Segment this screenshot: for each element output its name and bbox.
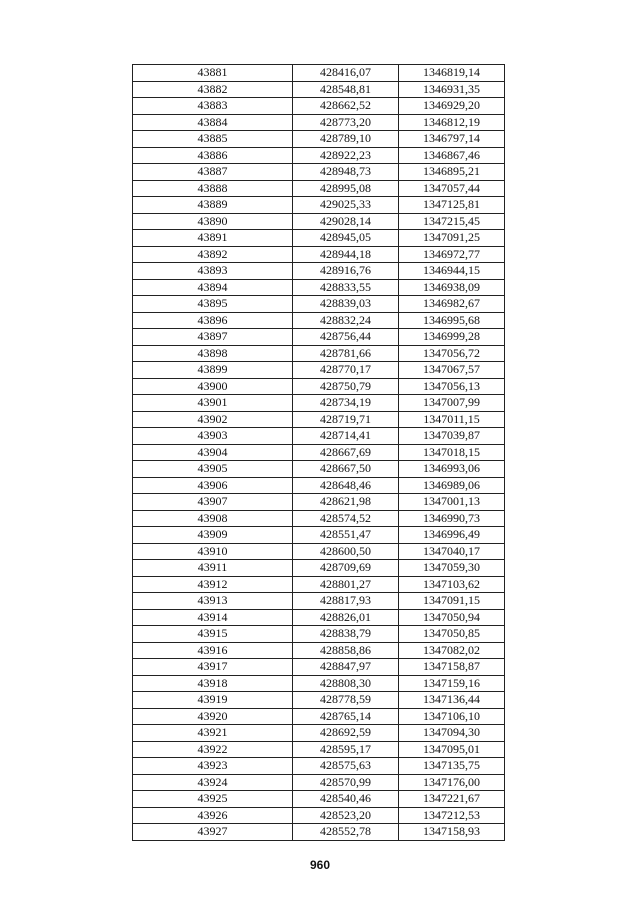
x-coordinate-cell: 428922,23 <box>293 147 399 164</box>
table-row <box>133 527 505 544</box>
point-number-cell: 43905 <box>133 461 293 478</box>
table-row <box>133 345 505 362</box>
point-number-cell: 43894 <box>133 279 293 296</box>
table-row <box>133 626 505 643</box>
table-row <box>133 692 505 709</box>
y-coordinate-cell: 1346982,67 <box>399 296 505 313</box>
point-number-cell: 43887 <box>133 164 293 181</box>
point-number-cell: 43919 <box>133 692 293 709</box>
point-number-cell: 43901 <box>133 395 293 412</box>
x-coordinate-cell: 428548,81 <box>293 81 399 98</box>
x-coordinate-cell: 428789,10 <box>293 131 399 148</box>
y-coordinate-cell: 1346931,35 <box>399 81 505 98</box>
table-row <box>133 263 505 280</box>
x-coordinate-cell: 428773,20 <box>293 114 399 131</box>
point-number-cell: 43886 <box>133 147 293 164</box>
x-coordinate-cell: 429025,33 <box>293 197 399 214</box>
y-coordinate-cell: 1347082,02 <box>399 642 505 659</box>
x-coordinate-cell: 428692,59 <box>293 725 399 742</box>
y-coordinate-cell: 1347221,67 <box>399 791 505 808</box>
point-number-cell: 43907 <box>133 494 293 511</box>
table-row <box>133 758 505 775</box>
x-coordinate-cell: 428778,59 <box>293 692 399 709</box>
point-number-cell: 43899 <box>133 362 293 379</box>
point-number-cell: 43922 <box>133 741 293 758</box>
y-coordinate-cell: 1346990,73 <box>399 510 505 527</box>
x-coordinate-cell: 428847,97 <box>293 659 399 676</box>
table-row <box>133 230 505 247</box>
table-row <box>133 444 505 461</box>
x-coordinate-cell: 428523,20 <box>293 807 399 824</box>
y-coordinate-cell: 1347176,00 <box>399 774 505 791</box>
x-coordinate-cell: 428621,98 <box>293 494 399 511</box>
table-row <box>133 576 505 593</box>
x-coordinate-cell: 428839,03 <box>293 296 399 313</box>
x-coordinate-cell: 428833,55 <box>293 279 399 296</box>
y-coordinate-cell: 1347007,99 <box>399 395 505 412</box>
table-row <box>133 824 505 841</box>
x-coordinate-cell: 428551,47 <box>293 527 399 544</box>
table-row <box>133 180 505 197</box>
y-coordinate-cell: 1347056,72 <box>399 345 505 362</box>
table-row <box>133 725 505 742</box>
x-coordinate-cell: 428948,73 <box>293 164 399 181</box>
y-coordinate-cell: 1347095,01 <box>399 741 505 758</box>
x-coordinate-cell: 428416,07 <box>293 65 399 82</box>
y-coordinate-cell: 1347158,87 <box>399 659 505 676</box>
y-coordinate-cell: 1346999,28 <box>399 329 505 346</box>
point-number-cell: 43918 <box>133 675 293 692</box>
point-number-cell: 43888 <box>133 180 293 197</box>
x-coordinate-cell: 428801,27 <box>293 576 399 593</box>
y-coordinate-cell: 1347106,10 <box>399 708 505 725</box>
y-coordinate-cell: 1347050,94 <box>399 609 505 626</box>
y-coordinate-cell: 1346996,49 <box>399 527 505 544</box>
x-coordinate-cell: 428667,50 <box>293 461 399 478</box>
y-coordinate-cell: 1347094,30 <box>399 725 505 742</box>
table-row <box>133 98 505 115</box>
point-number-cell: 43889 <box>133 197 293 214</box>
point-number-cell: 43897 <box>133 329 293 346</box>
y-coordinate-cell: 1347103,62 <box>399 576 505 593</box>
table-row <box>133 164 505 181</box>
point-number-cell: 43913 <box>133 593 293 610</box>
y-coordinate-cell: 1347067,57 <box>399 362 505 379</box>
table-row <box>133 197 505 214</box>
point-number-cell: 43890 <box>133 213 293 230</box>
table-row <box>133 296 505 313</box>
table-row <box>133 675 505 692</box>
y-coordinate-cell: 1347091,25 <box>399 230 505 247</box>
table-row <box>133 774 505 791</box>
point-number-cell: 43916 <box>133 642 293 659</box>
x-coordinate-cell: 428540,46 <box>293 791 399 808</box>
point-number-cell: 43902 <box>133 411 293 428</box>
page-number: 960 <box>309 858 331 872</box>
x-coordinate-cell: 428574,52 <box>293 510 399 527</box>
y-coordinate-cell: 1346867,46 <box>399 147 505 164</box>
table-row <box>133 477 505 494</box>
point-number-cell: 43910 <box>133 543 293 560</box>
table-row <box>133 593 505 610</box>
x-coordinate-cell: 428662,52 <box>293 98 399 115</box>
table-row <box>133 378 505 395</box>
point-number-cell: 43884 <box>133 114 293 131</box>
x-coordinate-cell: 428714,41 <box>293 428 399 445</box>
point-number-cell: 43906 <box>133 477 293 494</box>
y-coordinate-cell: 1346972,77 <box>399 246 505 263</box>
point-number-cell: 43923 <box>133 758 293 775</box>
x-coordinate-cell: 428648,46 <box>293 477 399 494</box>
table-row <box>133 494 505 511</box>
y-coordinate-cell: 1346812,19 <box>399 114 505 131</box>
table-row <box>133 312 505 329</box>
coordinates-table <box>132 64 505 841</box>
table-row <box>133 411 505 428</box>
x-coordinate-cell: 428944,18 <box>293 246 399 263</box>
point-number-cell: 43920 <box>133 708 293 725</box>
point-number-cell: 43924 <box>133 774 293 791</box>
point-number-cell: 43914 <box>133 609 293 626</box>
x-coordinate-cell: 428808,30 <box>293 675 399 692</box>
coordinates-table-body <box>133 65 505 841</box>
x-coordinate-cell: 428916,76 <box>293 263 399 280</box>
point-number-cell: 43908 <box>133 510 293 527</box>
table-row <box>133 708 505 725</box>
y-coordinate-cell: 1347125,81 <box>399 197 505 214</box>
y-coordinate-cell: 1346797,14 <box>399 131 505 148</box>
point-number-cell: 43900 <box>133 378 293 395</box>
point-number-cell: 43911 <box>133 560 293 577</box>
table-row <box>133 329 505 346</box>
table-row <box>133 362 505 379</box>
y-coordinate-cell: 1347158,93 <box>399 824 505 841</box>
y-coordinate-cell: 1347215,45 <box>399 213 505 230</box>
point-number-cell: 43885 <box>133 131 293 148</box>
point-number-cell: 43909 <box>133 527 293 544</box>
y-coordinate-cell: 1347135,75 <box>399 758 505 775</box>
x-coordinate-cell: 429028,14 <box>293 213 399 230</box>
y-coordinate-cell: 1347136,44 <box>399 692 505 709</box>
y-coordinate-cell: 1347050,85 <box>399 626 505 643</box>
y-coordinate-cell: 1347212,53 <box>399 807 505 824</box>
point-number-cell: 43883 <box>133 98 293 115</box>
x-coordinate-cell: 428600,50 <box>293 543 399 560</box>
point-number-cell: 43896 <box>133 312 293 329</box>
point-number-cell: 43881 <box>133 65 293 82</box>
point-number-cell: 43891 <box>133 230 293 247</box>
y-coordinate-cell: 1347011,15 <box>399 411 505 428</box>
table-row <box>133 114 505 131</box>
x-coordinate-cell: 428667,69 <box>293 444 399 461</box>
x-coordinate-cell: 428750,79 <box>293 378 399 395</box>
x-coordinate-cell: 428575,63 <box>293 758 399 775</box>
table-row <box>133 81 505 98</box>
table-row <box>133 428 505 445</box>
point-number-cell: 43917 <box>133 659 293 676</box>
table-row <box>133 791 505 808</box>
x-coordinate-cell: 428709,69 <box>293 560 399 577</box>
y-coordinate-cell: 1346995,68 <box>399 312 505 329</box>
point-number-cell: 43882 <box>133 81 293 98</box>
point-number-cell: 43915 <box>133 626 293 643</box>
y-coordinate-cell: 1347059,30 <box>399 560 505 577</box>
y-coordinate-cell: 1346819,14 <box>399 65 505 82</box>
x-coordinate-cell: 428817,93 <box>293 593 399 610</box>
point-number-cell: 43925 <box>133 791 293 808</box>
point-number-cell: 43921 <box>133 725 293 742</box>
y-coordinate-cell: 1347091,15 <box>399 593 505 610</box>
table-row <box>133 560 505 577</box>
x-coordinate-cell: 428570,99 <box>293 774 399 791</box>
y-coordinate-cell: 1347040,17 <box>399 543 505 560</box>
y-coordinate-cell: 1347159,16 <box>399 675 505 692</box>
x-coordinate-cell: 428826,01 <box>293 609 399 626</box>
x-coordinate-cell: 428770,17 <box>293 362 399 379</box>
y-coordinate-cell: 1347001,13 <box>399 494 505 511</box>
point-number-cell: 43926 <box>133 807 293 824</box>
x-coordinate-cell: 428995,08 <box>293 180 399 197</box>
x-coordinate-cell: 428945,05 <box>293 230 399 247</box>
table-row <box>133 642 505 659</box>
point-number-cell: 43892 <box>133 246 293 263</box>
point-number-cell: 43893 <box>133 263 293 280</box>
y-coordinate-cell: 1346895,21 <box>399 164 505 181</box>
table-row <box>133 65 505 82</box>
table-row <box>133 659 505 676</box>
y-coordinate-cell: 1346993,06 <box>399 461 505 478</box>
table-row <box>133 246 505 263</box>
table-row <box>133 741 505 758</box>
table-row <box>133 609 505 626</box>
table-row <box>133 131 505 148</box>
table-row <box>133 395 505 412</box>
point-number-cell: 43903 <box>133 428 293 445</box>
point-number-cell: 43912 <box>133 576 293 593</box>
x-coordinate-cell: 428595,17 <box>293 741 399 758</box>
point-number-cell: 43895 <box>133 296 293 313</box>
y-coordinate-cell: 1347057,44 <box>399 180 505 197</box>
point-number-cell: 43927 <box>133 824 293 841</box>
x-coordinate-cell: 428734,19 <box>293 395 399 412</box>
table-row <box>133 147 505 164</box>
table-row <box>133 543 505 560</box>
table-row <box>133 510 505 527</box>
y-coordinate-cell: 1347056,13 <box>399 378 505 395</box>
point-number-cell: 43904 <box>133 444 293 461</box>
x-coordinate-cell: 428858,86 <box>293 642 399 659</box>
x-coordinate-cell: 428719,71 <box>293 411 399 428</box>
y-coordinate-cell: 1346944,15 <box>399 263 505 280</box>
x-coordinate-cell: 428552,78 <box>293 824 399 841</box>
x-coordinate-cell: 428838,79 <box>293 626 399 643</box>
table-row <box>133 807 505 824</box>
x-coordinate-cell: 428832,24 <box>293 312 399 329</box>
table-row <box>133 213 505 230</box>
x-coordinate-cell: 428781,66 <box>293 345 399 362</box>
y-coordinate-cell: 1347039,87 <box>399 428 505 445</box>
y-coordinate-cell: 1346938,09 <box>399 279 505 296</box>
table-row <box>133 461 505 478</box>
x-coordinate-cell: 428765,14 <box>293 708 399 725</box>
y-coordinate-cell: 1346929,20 <box>399 98 505 115</box>
x-coordinate-cell: 428756,44 <box>293 329 399 346</box>
table-row <box>133 279 505 296</box>
y-coordinate-cell: 1347018,15 <box>399 444 505 461</box>
point-number-cell: 43898 <box>133 345 293 362</box>
y-coordinate-cell: 1346989,06 <box>399 477 505 494</box>
